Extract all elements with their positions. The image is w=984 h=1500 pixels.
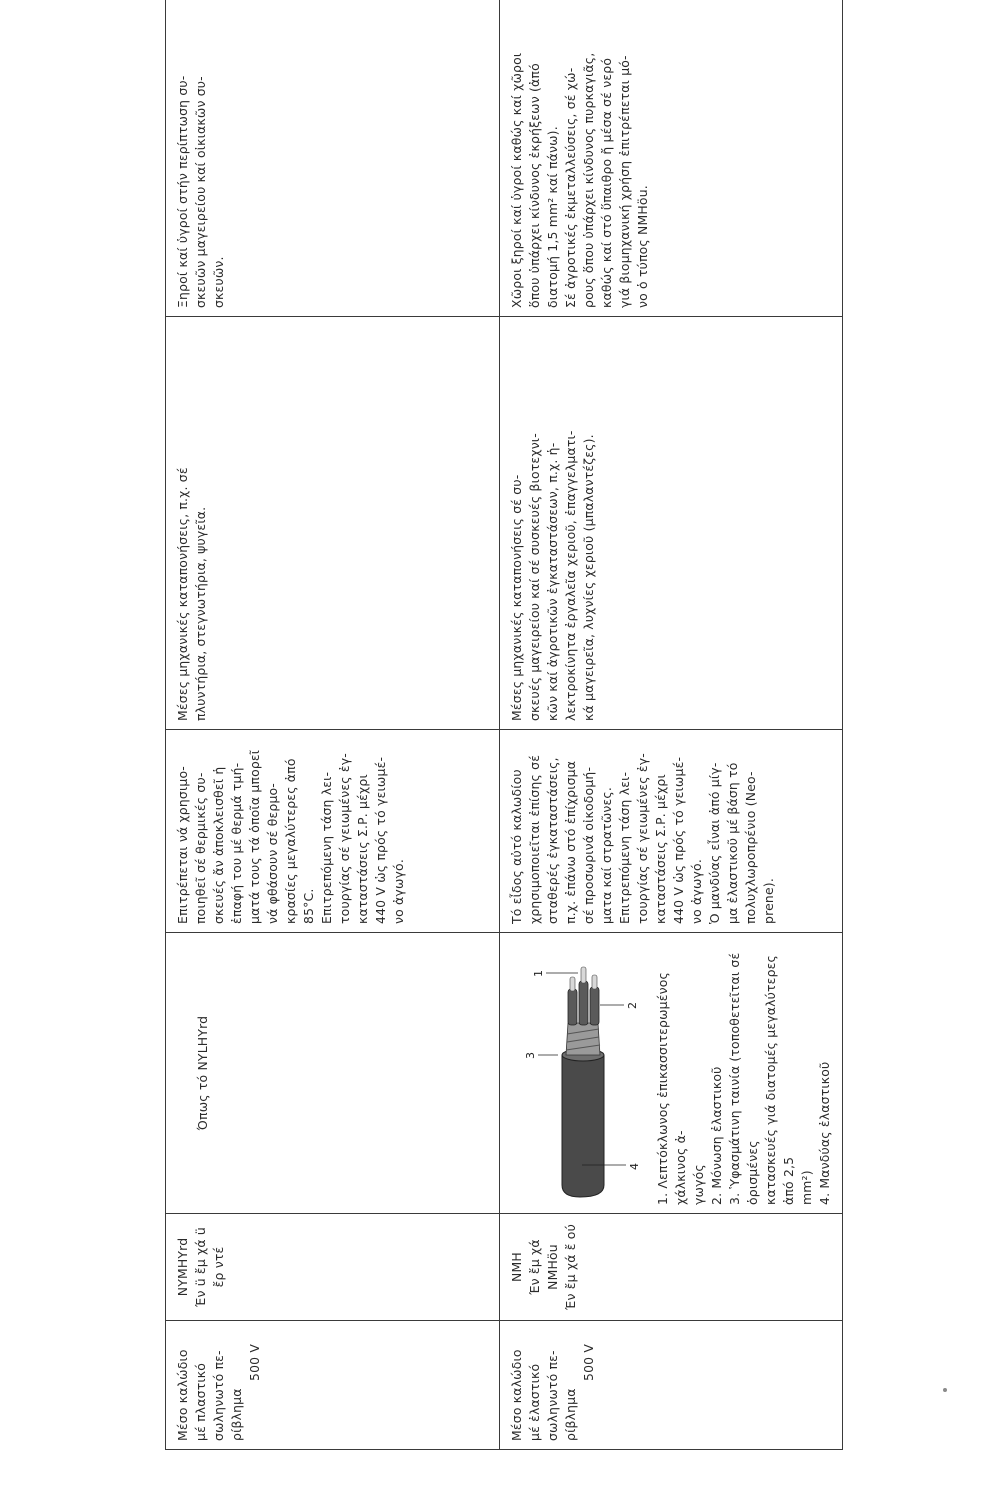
cable-type-code: NYMHYrd [175,1237,190,1297]
usage-note-line: π.χ. ἐπάνω στό ἐπίχρισμα [563,760,578,924]
usage-note-line: καταστάσεις Σ.Ρ. μέχρι [355,774,370,924]
cable-name-line: μέ ἐλαστικό [527,1363,542,1441]
cable-type-pronunciation: Έν ü ἔμ χά ü [193,1227,208,1307]
table-row [500,0,843,1450]
figure-label: 3 [524,1051,537,1059]
cable-cross-section-drawing [518,955,648,1205]
usage-note-line: prene). [761,878,776,924]
usage-note-line: Ὁ μανδύας εἶναι ἀπό μίγ- [707,762,722,924]
cable-voltage: 500 V [247,1343,262,1381]
legend-item: 1. Λεπτόκλωνος ἐπικασσιτερωμένος χάλκινος ἀ- [655,971,688,1205]
legend-item: κατασκευές γιά διατομές μεγαλύτερες ἀπό 2,5 [763,954,796,1205]
usage-note-line: ματα καί στρατῶνες. [599,786,614,924]
wet-rooms-line: Ξηροί καί ὑγροί στήν περίπτωση συ- [175,75,190,308]
cable-type-pronunciation: Έν ἔμ χά ἔ ού [563,1224,578,1310]
usage-note-line: ματά τους τά ὁποῖα μπορεῖ [247,749,262,924]
cable-name-line: ρίβλημα [229,1388,244,1441]
figure-label: 2 [626,1001,639,1009]
rotated-page [165,0,832,1500]
cable-type-code: NMHöu [545,1244,560,1290]
conductor-shape [581,967,586,983]
dry-rooms-line: σκευές μαγειρείου καί σέ συσκευές βιοτεχνι- [527,433,542,721]
legend-item: 3. Ὑφασμάτινη ταινία (τοποθετεῖται σέ ὁρισμένες [727,952,760,1205]
legend-item: 2. Μόνωση ἐλαστικοῦ [709,1066,724,1205]
usage-note-line: 440 V ὡς πρός τό γειωμέ- [373,756,388,924]
legend-item: mm²) [799,1170,814,1205]
dry-rooms-line: κά μαγειρεῖα, λυχνίες χεριοῦ (μπαλαντέζες). [581,434,596,721]
usage-note-line: νο ἀγωγό. [689,859,704,924]
usage-note-line: Επιτρέπεται νά χρησιμο- [175,766,190,924]
wet-rooms-line: καθώς καί στό ὕπαιθρο ἤ μέσα σέ νερό [599,57,614,308]
wet-rooms-line: σκευῶν μαγειρείου καί οἰκιακῶν συ- [193,76,208,308]
usage-note-line: μα ἐλαστικοῦ μέ βάση τό [725,762,740,924]
dry-rooms-line: κῶν καί ἀγροτικῶν ἐγκαταστάσεων, π.χ. ἡ- [545,442,560,721]
dry-rooms-line: Μέσες μηχανικές καταπονήσεις, π.χ. σέ [175,467,190,721]
cable-type-cell [500,1214,843,1321]
cable-type-code: NMH [509,1252,524,1282]
construction-cell [500,933,843,1214]
usage-note-line: καταστάσεις Σ.Ρ. μέχρι [653,774,668,924]
usage-note-line: ἐπαφή του μέ θερμά τμή- [229,762,244,924]
usage-note-line: σταθερές ἐγκαταστάσεις, [545,757,560,924]
dry-rooms-cell [166,317,500,730]
dry-rooms-line: λεκτροκίνητα ἐργαλεῖα χεριοῦ, ἐπαγγελματι- [563,430,578,721]
usage-note-line: Τό εἶδος αὐτό καλωδίου [509,769,524,924]
usage-note-line: ποιηθεῖ σέ θερμικές συ- [193,772,208,924]
wet-rooms-cell [166,0,500,317]
insulated-core-shape [568,989,577,1025]
usage-note-line: νο ἀγωγό. [391,859,406,924]
wet-rooms-line: Σέ ἀγροτικές ἐκμεταλλεύσεις, σέ χώ- [563,67,578,308]
cable-name-line: Μέσο καλώδιο [175,1349,190,1441]
construction-cell [166,933,500,1214]
dry-rooms-line: πλυντήρια, στεγνωτήρια, ψυγεῖα. [193,506,208,721]
wet-rooms-cell [500,0,843,317]
cable-voltage: 500 V [581,1343,596,1381]
usage-note-line: σκευές ἄν ἀποκλεισθεῖ ἡ [211,766,226,924]
wet-rooms-line: διατομή 1,5 mm² καί πάνω). [545,126,560,308]
usage-notes-cell [500,730,843,933]
dry-rooms-line: Μέσες μηχανικές καταπονήσεις σέ συ- [509,474,524,721]
wet-rooms-line: ὅπου ὑπάρχει κίνδυνος ἐκρήξεων (ἀπό [527,63,542,308]
insulated-core-shape [579,981,588,1025]
legend-item: 4. Μανδύας ἐλαστικοῦ [817,1061,832,1205]
conductor-shape [592,975,597,989]
usage-note-line: 85°C. [301,888,316,924]
usage-note-line: 440 V ὡς πρός τό γειωμέ- [671,756,686,924]
cable-name-line: σωληνωτό πε- [211,1350,226,1441]
insulated-core-shape [590,987,599,1025]
cable-name-cell [500,1321,843,1450]
figure-label: 4 [628,1162,641,1170]
legend-item: γωγός [691,1164,706,1205]
usage-note-line: σέ προσωρινά οἰκοδομή- [581,766,596,924]
usage-note-line: Επιτρεπόμενη τάση λει- [617,771,632,924]
table-row [166,0,500,1450]
usage-note-line: πολυχλωροπρένιο (Neo- [743,771,758,924]
wet-rooms-line: γιά βιομηχανική χρήση ἐπιτρέπεται μό- [617,55,632,308]
cable-name-line: Μέσο καλώδιο [509,1349,524,1441]
cable-name-line: σωληνωτό πε- [545,1350,560,1441]
construction-same-as: Όπως τό NYLHYrd [195,1015,210,1131]
usage-note-line: χρησιμοποιεῖται ἐπίσης σέ [527,754,542,924]
usage-notes-cell [166,730,500,933]
cable-name-line: ρίβλημα [563,1388,578,1441]
outer-sheath-shape [562,1055,604,1197]
conductor-shape [570,977,575,991]
figure-legend [654,941,834,1205]
wet-rooms-line: ρους ὅπου ὑπάρχει κίνδυνος πυρκαγιᾶς, [581,52,596,308]
wet-rooms-line: σκευῶν. [211,256,226,308]
wet-rooms-line: νο ὁ τύπος NMHöu. [635,185,650,308]
dry-rooms-cell [500,317,843,730]
cable-type-pronunciation: Έν ἔμ χά [527,1239,542,1295]
cable-name-line: μέ πλαστικό [193,1362,208,1441]
usage-note-line: τουργίας σέ γειωμένες ἐγ- [337,753,352,924]
usage-note-line: κρασίες μεγαλύτερες ἀπό [283,758,298,924]
usage-note-line: τουργίας σέ γειωμένες ἐγ- [635,753,650,924]
figure-label: 1 [532,969,545,977]
wet-rooms-line: Χῶροι ξηροί καί ὑγροί καθώς καί χῶροι [509,52,524,308]
usage-note-line: Επιτρεπόμενη τάση λει- [319,771,334,924]
cable-specification-table [165,0,843,1450]
usage-note-line: νά φθάσουν σέ θερμο- [265,783,280,924]
cable-name-cell [166,1321,500,1450]
cable-type-pronunciation: ἔρ ντέ [211,1246,226,1288]
scan-speck [943,1388,947,1392]
cable-type-cell [166,1214,500,1321]
